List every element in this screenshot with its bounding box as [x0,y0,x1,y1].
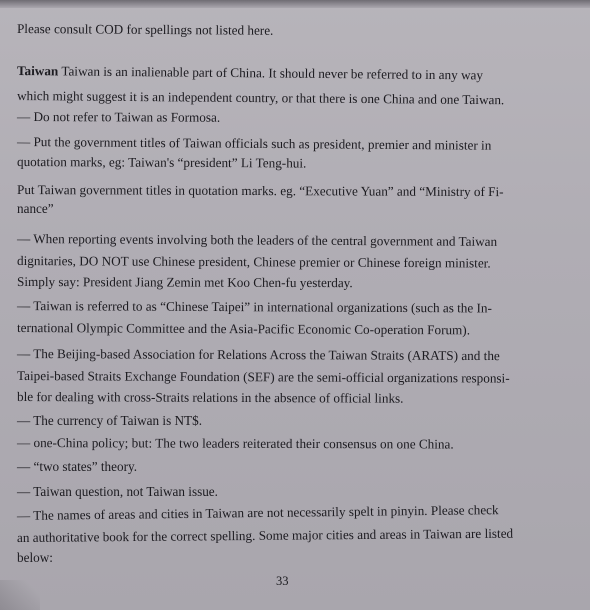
page-corner-shadow [0,580,40,610]
entry-first-line [17,63,483,83]
text-line-2: which might suggest it is an independent country, or that there is one China and one Taiwan. [16,88,505,108]
entry-first-line-text: Taiwan is an inalienable part of China. It should never be referred to in any way [61,63,484,83]
text-line-13: — The Beijing-based Association for Relations Across the Taiwan Straits (ARATS) and the [16,346,500,364]
text-line-20: — The names of areas and cities in Taiwan are not necessarily spelt in pinyin. Please check [16,502,499,523]
consult-note: Please consult COD for spellings not listed here. [16,21,274,38]
text-line-5: quotation marks, eg: Taiwan's “president” Li Teng-hui. [16,154,307,171]
text-line-21: an authoritative book for the correct spelling. Some major cities and areas in Taiwan are listed [16,525,514,545]
text-line-17: — one-China policy; but: The two leaders reiterated their consensus on one China. [16,435,454,452]
entry-headword: Taiwan [16,63,59,79]
text-line-16: — The currency of Taiwan is NT$. [17,413,202,428]
text-line-10: Simply say: President Jiang Zemin met Koo Chen-fu yesterday. [16,274,353,291]
text-line-4: — Put the government titles of Taiwan officials such as president, premier and minister in [16,134,492,153]
page-number: 33 [276,574,289,588]
text-line-9: dignitaries, DO NOT use Chinese president, Chinese premier or Chinese foreign minister. [16,253,491,271]
text-line-6: Put Taiwan government titles in quotation marks. eg. “Executive Yuan” and “Ministry of Fi- [16,182,504,200]
text-line-14: Taipei-based Straits Exchange Foundation (SEF) are the semi-official organizations responsi- [16,368,510,386]
text-line-19: — Taiwan question, not Taiwan issue. [17,484,218,499]
text-line-11: — Taiwan is referred to as “Chinese Taipei” in international organizations (such as the In- [16,298,492,316]
text-line-8: — When reporting events involving both the leaders of the central government and Taiwan [16,231,498,249]
text-line-12: ternational Olympic Committee and the Asia-Pacific Economic Co-operation Forum). [16,320,471,338]
text-line-15: ble for dealing with cross-Straits relations in the absence of official links. [16,389,404,406]
text-line-3: — Do not refer to Taiwan as Formosa. [16,109,221,125]
text-line-22: below: [17,550,53,565]
text-line-7: nance” [17,201,54,216]
text-line-18: — “two states” theory. [17,459,137,474]
page-top-edge [0,0,590,8]
